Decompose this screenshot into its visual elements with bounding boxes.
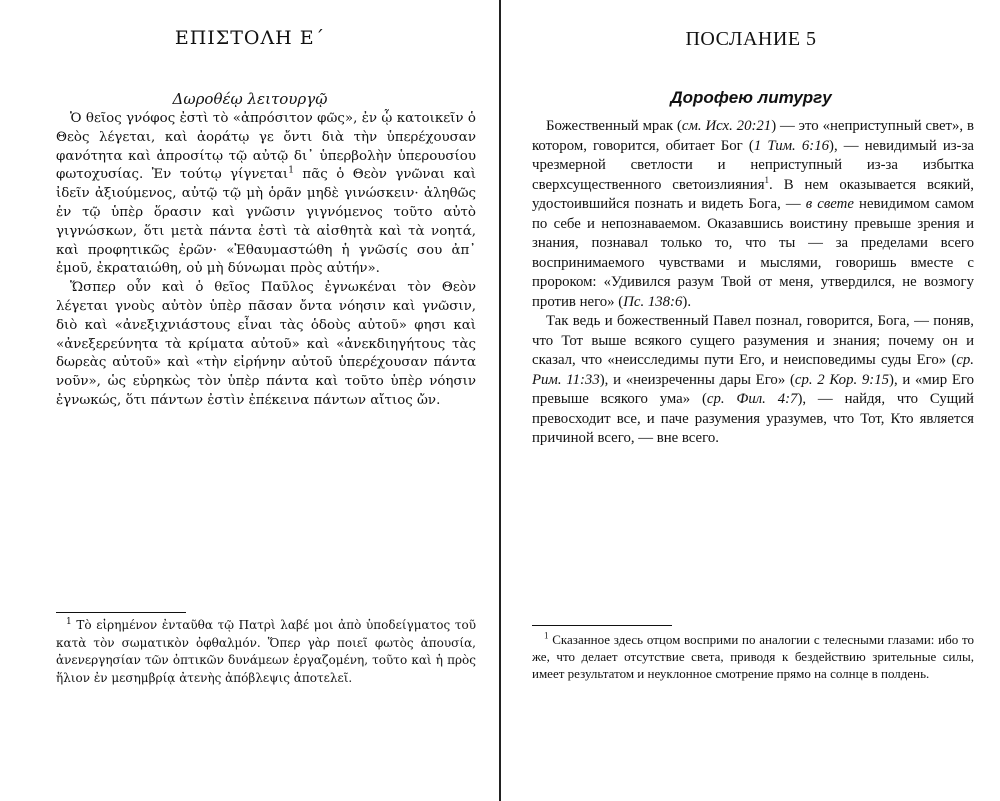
greek-body-text	[56, 110, 476, 411]
scripture-reference: ср. Рим. 11:33	[532, 352, 974, 388]
scripture-reference: 1 Тим. 6:16	[753, 137, 830, 154]
footnote-marker: 1	[764, 174, 770, 185]
paragraph-text: невидимом самом по себе и непознаваемом. Оказавшись воистину превыше зрения и знания, познавал только то, что ты — за пределами всего воспринимаемого чувствами и мыслями, говоришь вместе с пророком: «Удивился разум Твой от меня, утвердился, не возмогу против него» (	[532, 196, 974, 310]
footnote	[532, 631, 974, 683]
page-title: ПОСЛАНИЕ 5	[685, 28, 817, 50]
paragraph-text: ), — невидимый из-за чрезмерной светлости и неприступный из-за избытка сверхсущественного светоизлияния	[532, 137, 974, 193]
paragraph-text: . В нем оказывается всякий, удостоившийся познать и видеть Бога, —	[532, 176, 974, 212]
footnote-text: Τὸ εἰρημένον ἐνταῦθα τῷ Πατρὶ λαβέ μοι ἀπὸ ὑποδείγματος τοῦ κατὰ τὸν σωματικὸν ὀφθαλμόν. Ὅπερ γὰρ ποιεῖ φωτὸς ἀπουσία, ἀνενεργησίαν τῶν ὀπτικῶν δυνάμεων ἐργαζομένη, τοῦτο καὶ ἡ πρὸς ἥλιον ἐν μεσημβρίᾳ ἀτενὴς ἀπόβλεψις ἀποτελεῖ.	[56, 618, 476, 685]
paragraph: Ὥσπερ οὖν καὶ ὁ θεῖος Παῦλος ἐγνωκέναι τὸν Θεὸν λέγεται γνοὺς αὐτὸν ὑπὲρ πᾶσαν ὄντα νόησιν καὶ γνῶσιν, διὸ καὶ «ἀνεξιχνιάστους εἶναι τὰς ὁδοὺς αὐτοῦ» φησι καὶ «ἀνεξερεύνητα τὰ κρίματα αὐτοῦ» καὶ «ἀνεκδιηγήτους τὰς δωρεὰς αὐτοῦ» καὶ «τὴν εἰρήνην αὐτοῦ ὑπερέχουσαν πάντα νοῦν», ὡς εὑρηκὼς τὸν ὑπὲρ πάντα καὶ τοῦτο ὑπὲρ νόησιν ἐγνωκώς, ὅτι πάντων ἐστὶν ἐπέκεινα πάντων αἴτιος ὤν.	[56, 280, 476, 408]
footnote-divider	[532, 625, 672, 626]
footnote-text: Сказанное здесь отцом восприми по аналогии с телесными глазами: ибо то же, что делает отсутствие света, приводя к бездействию зрительные силы, имеет результатом и неуклонное смотрение прямо на солнце в полдень.	[532, 632, 974, 682]
paragraph-text: ).	[682, 293, 692, 310]
russian-body-text	[532, 117, 974, 449]
footnote-marker: 1	[288, 165, 294, 176]
footnote-divider	[56, 612, 186, 613]
right-page	[502, 0, 1000, 801]
scripture-reference: ср. Фил. 4:7	[706, 391, 798, 407]
page-title: ΕΠΙΣΤΟΛΗ Ε΄	[174, 27, 326, 49]
book-spine	[499, 0, 501, 801]
scripture-reference: Пс. 138:6	[623, 293, 683, 310]
paragraph	[56, 110, 476, 279]
footnote-number: 1	[544, 630, 549, 641]
paragraph	[532, 117, 974, 312]
paragraph-text: Божественный мрак (	[546, 118, 682, 134]
paragraph-text: ), — найдя, что Сущий превосходит все, и паче разумения уразумев, что Тот, Кто является причиной всего, — вне всего.	[532, 391, 974, 446]
scripture-reference: см. Исх. 20:21	[681, 118, 772, 134]
paragraph-text: ), и «мир Его превыше всякого ума» (	[532, 371, 974, 407]
scripture-reference: ср. 2 Кор. 9:15	[794, 371, 890, 388]
paragraph-text: πᾶς ὁ Θεὸν γνῶναι καὶ ἰδεῖν ἀξιούμενος, αὐτῷ τῷ μὴ ὁρᾶν μηδὲ γινώσκειν· ἀληθῶς ἐν τῷ ὑπὲρ ὅρασιν καὶ γνῶσιν γιγνόμενος τοῦτο αὐτὸ γιγνώσκων, ὅτι μετὰ πάντα ἐστὶ τὰ αἰσθητὰ καὶ τὰ νοητά, καὶ προφητικῶς ἐρῶν· «Ἐθαυμαστώθη ἡ γνῶσίς σου ἀπ᾿ ἐμοῦ, ἐκραταιώθη, οὐ μὴ δύνωμαι πρὸς αὐτήν».	[56, 167, 476, 277]
paragraph-text: Ὁ θεῖος γνόφος ἐστὶ τὸ «ἀπρόσιτον φῶς», ἐν ᾧ κατοικεῖν ὁ Θεὸς λέγεται, καὶ ἀοράτῳ γε ὄντι διὰ τὴν ὑπερέχουσαν φανότητα καὶ ἀπροσίτῳ τῷ αὐτῷ δι᾿ ὑπερβολὴν ὑπερουσίου φωτοχυσίας. Ἐν τούτῳ γίγνεται	[56, 111, 476, 183]
footnote-number: 1	[66, 617, 72, 627]
paragraph-text: Так ведь и божественный Павел познал, говорится, Бога, — поняв, что Тот выше всякого сущего разумения и знания; почему он и сказал, что «неисследимы пути Его, и неисповедимы суды Его» (	[532, 313, 974, 368]
paragraph-text: ) — это «неприступный свет», в котором, говорится, обитает Бог (	[532, 118, 974, 154]
footnote	[56, 617, 476, 687]
paragraph-text: ), и «неизреченны дары Его» (	[599, 371, 795, 388]
letter-subtitle: Дорофею литургу	[670, 88, 832, 107]
emphasis: в свете	[805, 196, 854, 212]
paragraph	[532, 312, 974, 449]
letter-subtitle: Δωροθέῳ λειτουργῷ	[172, 90, 328, 108]
